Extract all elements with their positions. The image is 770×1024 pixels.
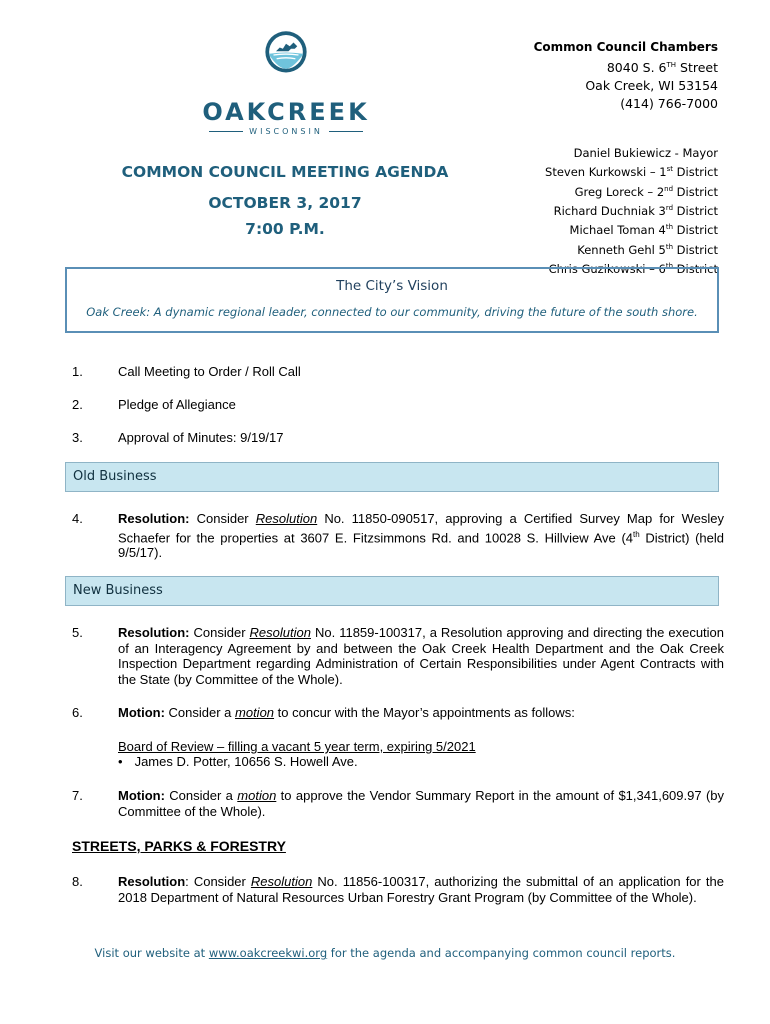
board-of-review-heading: Board of Review – filling a vacant 5 year term, expiring 5/2021	[118, 739, 476, 754]
section-new-business: New Business	[65, 576, 719, 606]
item-number: 4.	[72, 511, 83, 526]
street-address: 8040 S. 6TH Street	[606, 60, 718, 76]
motion-link[interactable]: motion	[235, 705, 275, 720]
item-text: Resolution: Consider Resolution No. 11859-100317, a Resolution approving and directing the execution of an Interagency Agreement by and between the Oak Creek Health Department and the Oak Creek Inspection Department regarding Administration of Certain Responsibilities under Agent Contracts with the State (by Committee of the Whole).	[118, 625, 725, 687]
council-member: Daniel Bukiewicz - Mayor	[573, 145, 718, 160]
motion-link[interactable]: motion	[237, 788, 277, 803]
item-number: 6.	[72, 705, 83, 720]
footer-note: Visit our website at www.oakcreekwi.org for the agenda and accompanying common council reports.	[94, 946, 676, 960]
council-member: Greg Loreck – 2nd District	[574, 184, 718, 199]
section-streets-parks-forestry: STREETS, PARKS & FORESTRY	[72, 838, 286, 854]
resolution-link[interactable]: Resolution	[250, 874, 313, 889]
council-member: Kenneth Gehl 5th District	[577, 242, 718, 257]
chambers-name: Common Council Chambers	[533, 40, 718, 54]
vision-statement: Oak Creek: A dynamic regional leader, connected to our community, driving the future of the south shore.	[86, 305, 698, 319]
vision-title: The City’s Vision	[336, 278, 448, 294]
meeting-time: 7:00 P.M.	[245, 220, 325, 238]
address-block	[534, 38, 718, 113]
oak-creek-logo-icon	[186, 30, 386, 100]
council-member: Michael Toman 4th District	[569, 223, 718, 238]
item-number: 7.	[72, 788, 83, 803]
section-old-business: Old Business	[65, 462, 719, 492]
item-text: Resolution: Consider Resolution No. 11850-090517, approving a Certified Survey Map for Wesley Schaefer for the properties at 3607 E. Fitzsimmons Rd. and 10028 S. Hillview Ave (4th District) (held 9/5/17).	[118, 511, 725, 561]
vision-box	[65, 267, 719, 333]
council-member: Richard Duchniak 3rd District	[553, 203, 718, 218]
logo-subtitle: WISCONSIN	[200, 127, 372, 136]
item-number: 8.	[72, 874, 83, 889]
resolution-link[interactable]: Resolution	[249, 625, 311, 640]
item-number: 1.	[72, 364, 83, 379]
phone-number: (414) 766-7000	[620, 96, 718, 112]
item-text: Call Meeting to Order / Roll Call	[118, 364, 301, 379]
resolution-link[interactable]: Resolution	[255, 511, 318, 526]
meeting-date: OCTOBER 3, 2017	[208, 194, 362, 212]
logo-wordmark: OAKCREEK	[202, 98, 370, 126]
item-text: Approval of Minutes: 9/19/17	[118, 430, 284, 445]
council-list	[545, 142, 718, 277]
item-text: Motion: Consider a motion to concur with the Mayor’s appointments as follows:	[118, 705, 575, 720]
council-member: Steven Kurkowski – 1st District	[545, 165, 718, 180]
item-number: 3.	[72, 430, 83, 445]
item-number: 5.	[72, 625, 83, 640]
council-member: Chris Guzikowski – 6th District	[548, 261, 718, 276]
item-number: 2.	[72, 397, 83, 412]
agenda-title: COMMON COUNCIL MEETING AGENDA	[121, 163, 449, 181]
website-link[interactable]: www.oakcreekwi.org	[208, 946, 328, 960]
item-text: Pledge of Allegiance	[118, 397, 236, 412]
item-text: Resolution: Consider Resolution No. 11856-100317, authorizing the submittal of an application for the 2018 Department of Natural Resources Urban Forestry Grant Program (by Committee of the Whole).	[118, 874, 724, 905]
appointment-bullet: • James D. Potter, 10656 S. Howell Ave.	[118, 754, 358, 769]
city-line: Oak Creek, WI 53154	[585, 78, 718, 94]
item-text: Motion: Consider a motion to approve the Vendor Summary Report in the amount of $1,341,609.97 (by Committee of the Whole).	[118, 788, 724, 819]
